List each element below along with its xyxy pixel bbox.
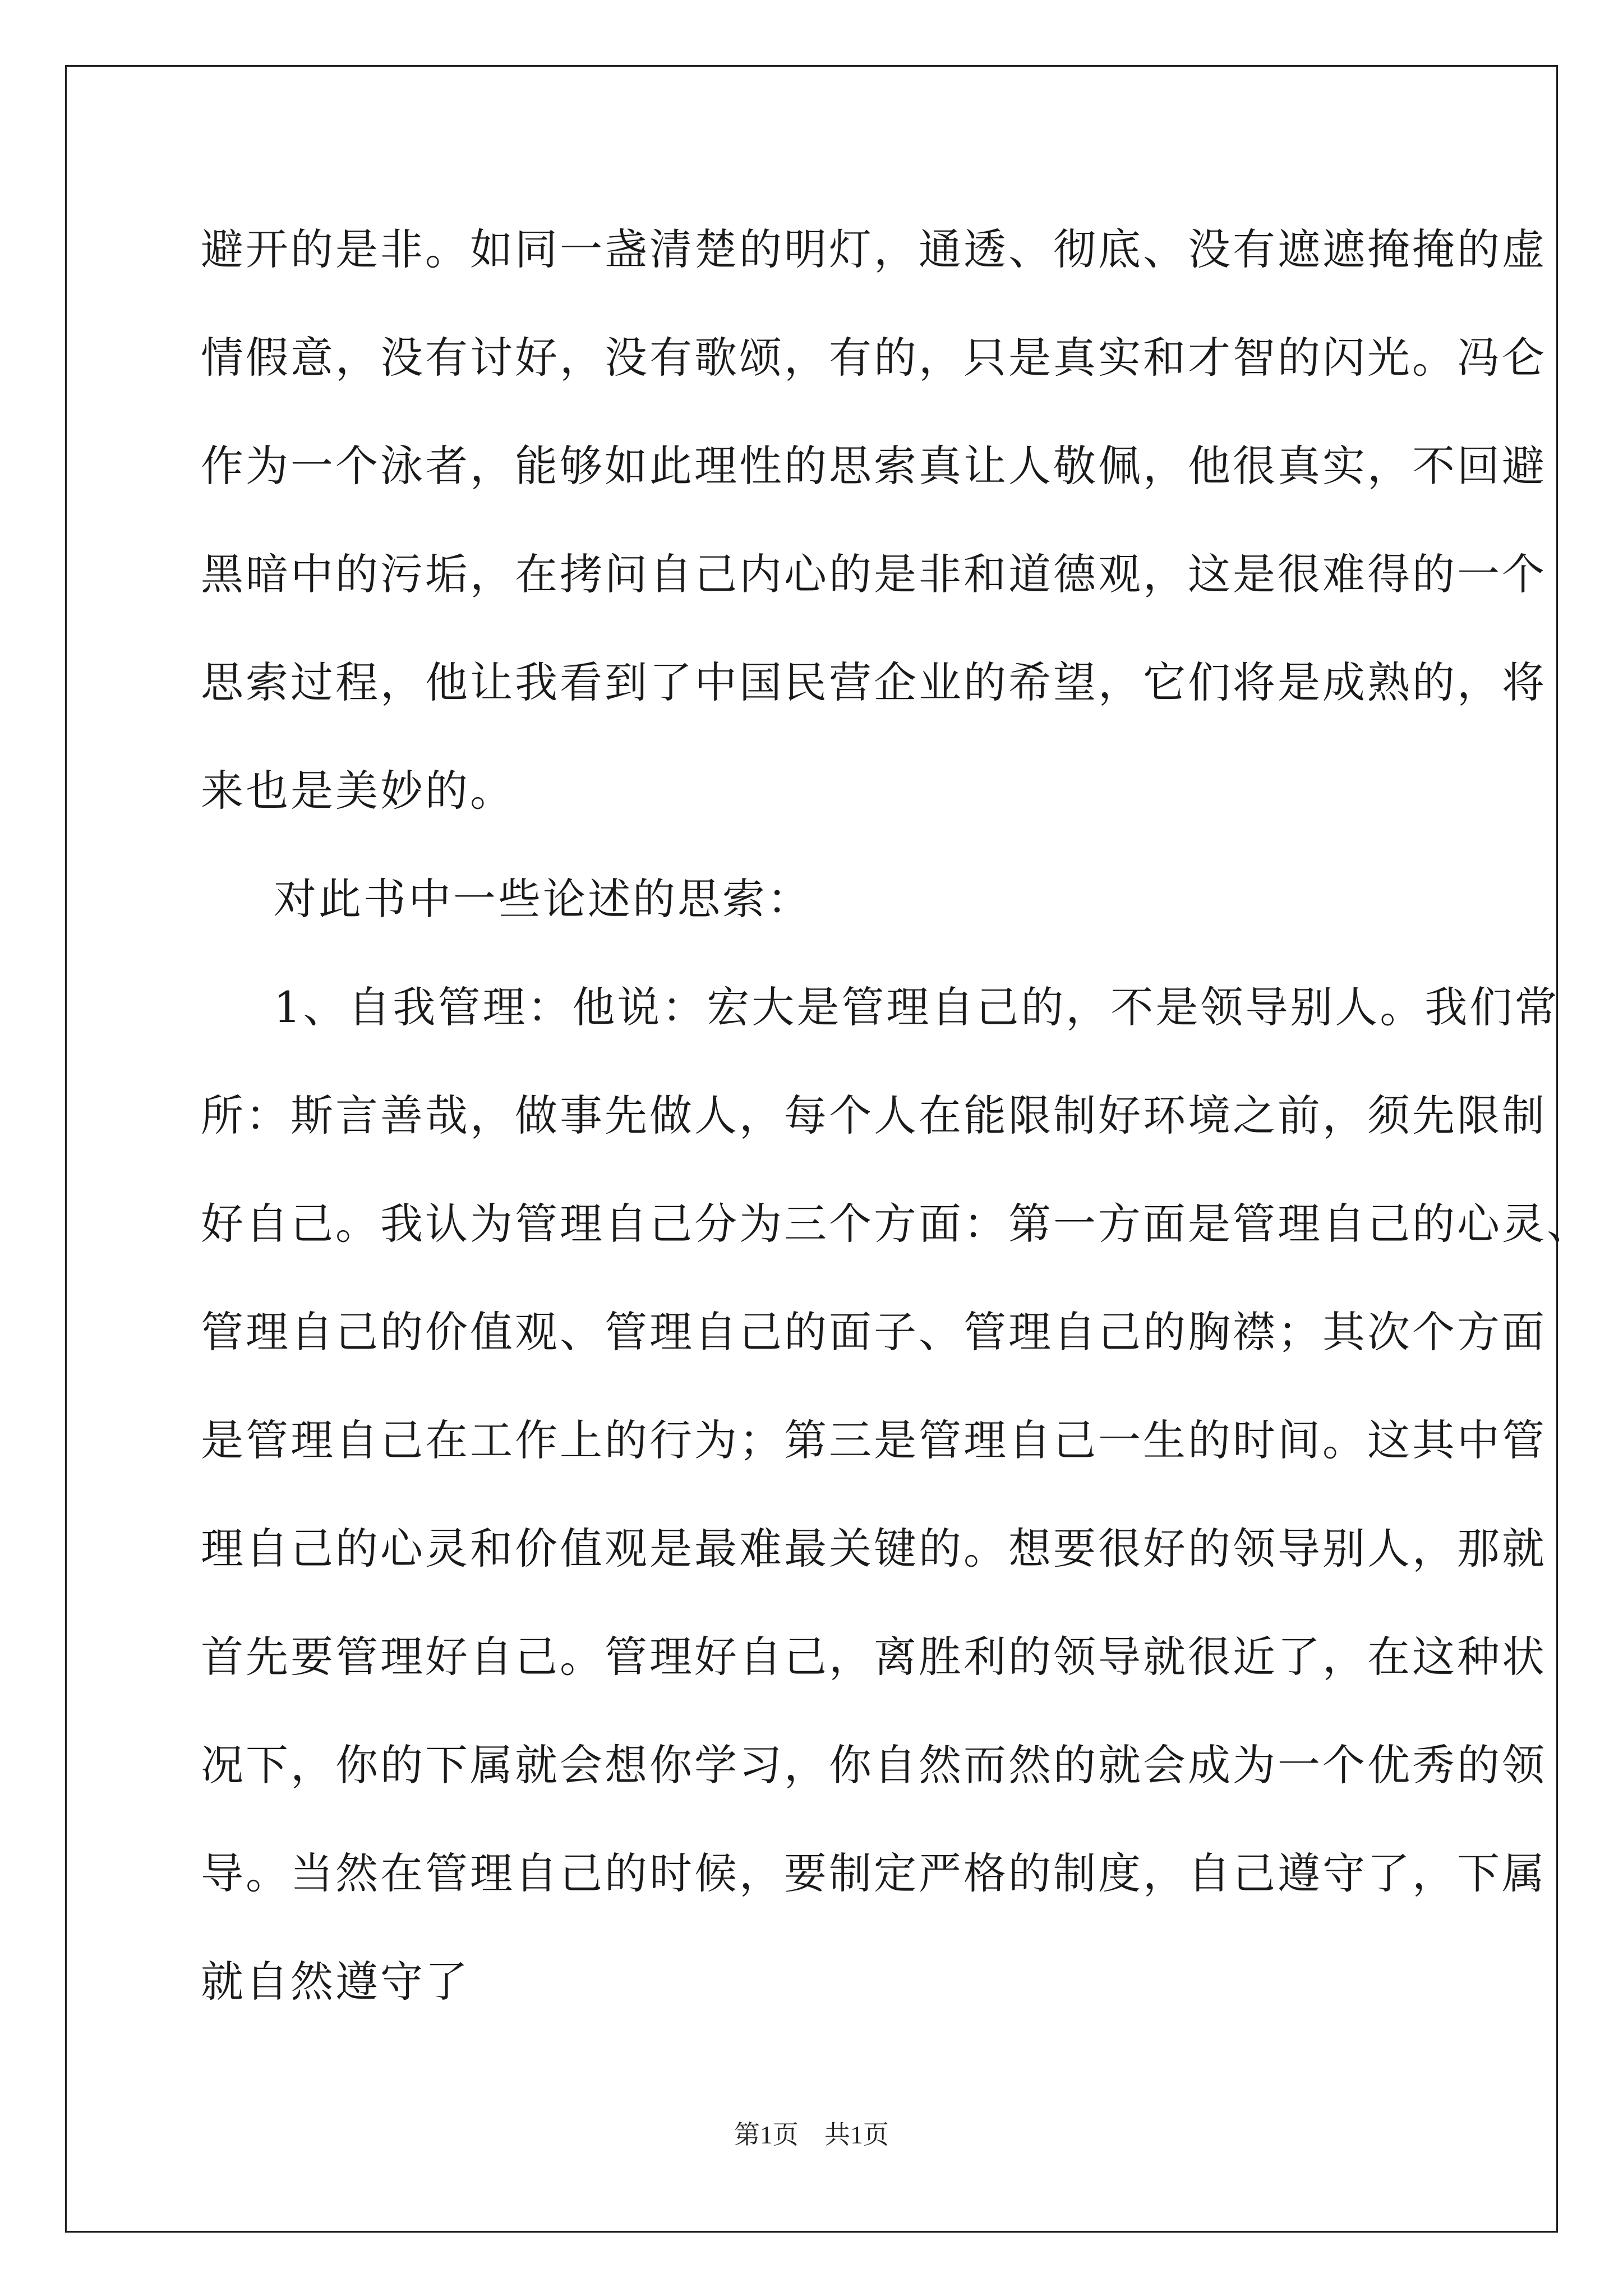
text-line: 避开的是非。如同一盏清楚的明灯，通透、彻底、没有遮遮掩掩的虚 xyxy=(201,224,1547,274)
text-line: 来也是美妙的。 xyxy=(201,766,515,816)
paragraph-heading: 对此书中一些论述的思索： xyxy=(274,874,812,924)
page-border xyxy=(65,65,1558,2233)
text-line: 首先要管理好自己。管理好自己，离胜利的领导就很近了，在这种状 xyxy=(201,1632,1547,1682)
text-line: 况下，你的下属就会想你学习，你自然而然的就会成为一个优秀的领 xyxy=(201,1740,1547,1790)
text-line: 管理自己的价值观、管理自己的面子、管理自己的胸襟；其次个方面 xyxy=(201,1307,1547,1357)
text-line: 是管理自己在工作上的行为；第三是管理自己一生的时间。这其中管 xyxy=(201,1415,1547,1465)
text-line: 所：斯言善哉，做事先做人，每个人在能限制好环境之前，须先限制 xyxy=(201,1091,1547,1140)
text-line: 导。当然在管理自己的时候，要制定严格的制度，自己遵守了，下属 xyxy=(201,1848,1547,1898)
text-line: 思索过程，他让我看到了中国民营企业的希望，它们将是成熟的，将 xyxy=(201,657,1547,707)
text-line: 黑暗中的污垢，在拷问自己内心的是非和道德观，这是很难得的一个 xyxy=(201,549,1547,599)
page-number: 第1页 共1页 xyxy=(734,2120,889,2149)
text-line: 就自然遵守了 xyxy=(201,1957,470,2007)
text-line: 1、自我管理：他说：宏大是管理自己的，不是领导别人。我们常 xyxy=(274,982,1560,1032)
text-line: 情假意，没有讨好，没有歌颂，有的，只是真实和才智的闪光。冯仑 xyxy=(201,333,1547,383)
text-line: 理自己的心灵和价值观是最难最关键的。想要很好的领导别人，那就 xyxy=(201,1524,1547,1573)
text-line: 作为一个泳者，能够如此理性的思索真让人敬佩，他很真实，不回避 xyxy=(201,441,1547,491)
text-line: 好自己。我认为管理自己分为三个方面：第一方面是管理自己的心灵、 xyxy=(201,1199,1592,1249)
